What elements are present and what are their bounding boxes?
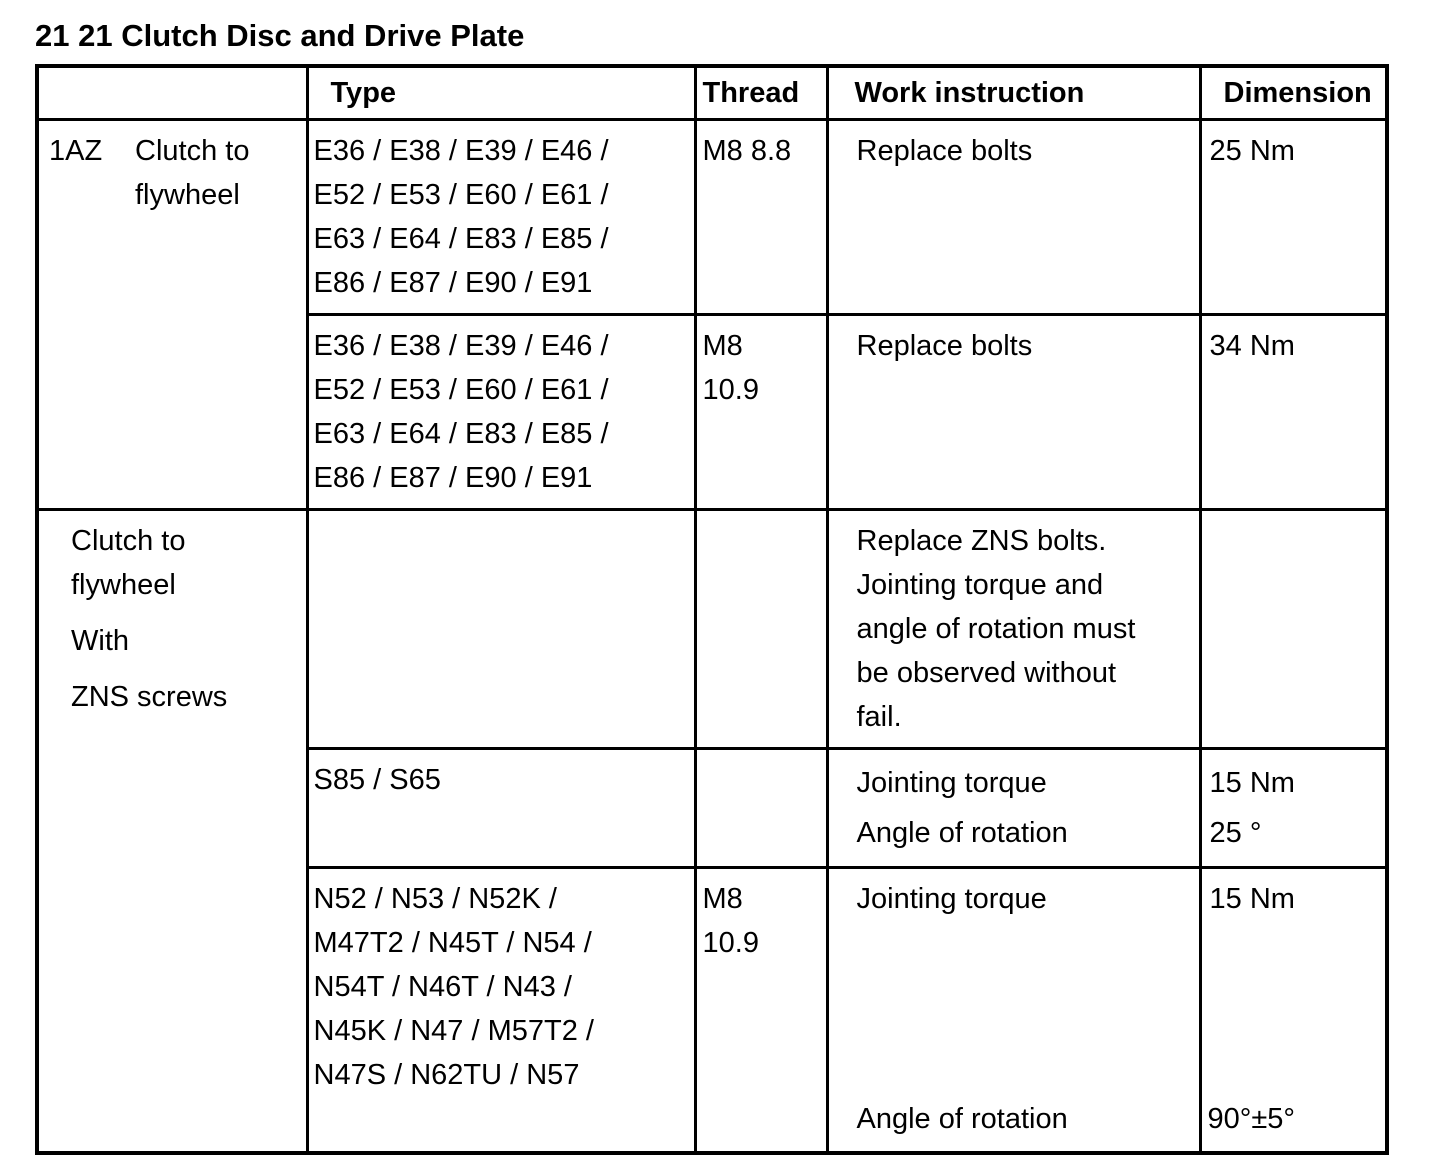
group-label-cell-1az [37, 120, 307, 510]
dimension-bottom: 90°±5° [1207, 1102, 1295, 1135]
work-instruction-cell: Replace bolts [827, 315, 1200, 510]
table-row-1az-m8-88 [37, 120, 1387, 315]
page-title: 21 21 Clutch Disc and Drive Plate [35, 18, 525, 53]
dimension-cell: 34 Nm [1200, 315, 1387, 510]
job-code: 1AZ [49, 135, 103, 167]
column-header-thread: Thread [695, 66, 827, 120]
work-instruction-top: Jointing torque [856, 883, 1047, 915]
spec-table [35, 64, 1389, 1155]
work-instruction-cell: Replace bolts [827, 120, 1200, 315]
dimension-cell [1200, 749, 1387, 868]
group-label-text: Clutch to flywheel With ZNS screws [71, 525, 228, 713]
group-label-cell-zns [37, 510, 307, 1153]
header-row [37, 66, 1387, 120]
type-cell: E36 / E38 / E39 / E46 / E52 / E53 / E60 / E61 / E63 / E64 / E83 / E85 / E86 / E87 / E90 / E91 [307, 120, 695, 315]
work-instruction-lines: Jointing torque Angle of rotation [856, 767, 1068, 849]
work-instruction-bottom: Angle of rotation [856, 1102, 1068, 1135]
column-header-empty [37, 66, 307, 120]
table-row-zns-note [37, 510, 1387, 749]
type-cell: E36 / E38 / E39 / E46 / E52 / E53 / E60 / E61 / E63 / E64 / E83 / E85 / E86 / E87 / E90 / E91 [307, 315, 695, 510]
dimension-top: 15 Nm [1209, 883, 1295, 915]
type-cell [307, 510, 695, 749]
thread-cell: M8 10.9 [695, 315, 827, 510]
group-label-text: Clutch to flywheel [135, 135, 250, 211]
thread-cell [695, 749, 827, 868]
column-header-work-instruction: Work instruction [827, 66, 1200, 120]
work-instruction-cell [827, 749, 1200, 868]
thread-cell [695, 510, 827, 749]
type-cell: N52 / N53 / N52K / M47T2 / N45T / N54 / N54T / N46T / N43 / N45K / N47 / M57T2 / N47S / N62TU / N57 [307, 868, 695, 1153]
dimension-lines: 15 Nm 25 ° [1209, 767, 1295, 849]
dimension-cell [1200, 868, 1387, 1153]
thread-cell: M8 10.9 [695, 868, 827, 1153]
work-instruction-cell: Replace ZNS bolts. Jointing torque and angle of rotation must be observed without fail. [827, 510, 1200, 749]
column-header-dimension: Dimension [1200, 66, 1387, 120]
type-cell: S85 / S65 [307, 749, 695, 868]
work-instruction-cell [827, 868, 1200, 1153]
dimension-cell [1200, 510, 1387, 749]
thread-cell: M8 8.8 [695, 120, 827, 315]
dimension-cell: 25 Nm [1200, 120, 1387, 315]
column-header-type: Type [307, 66, 695, 120]
